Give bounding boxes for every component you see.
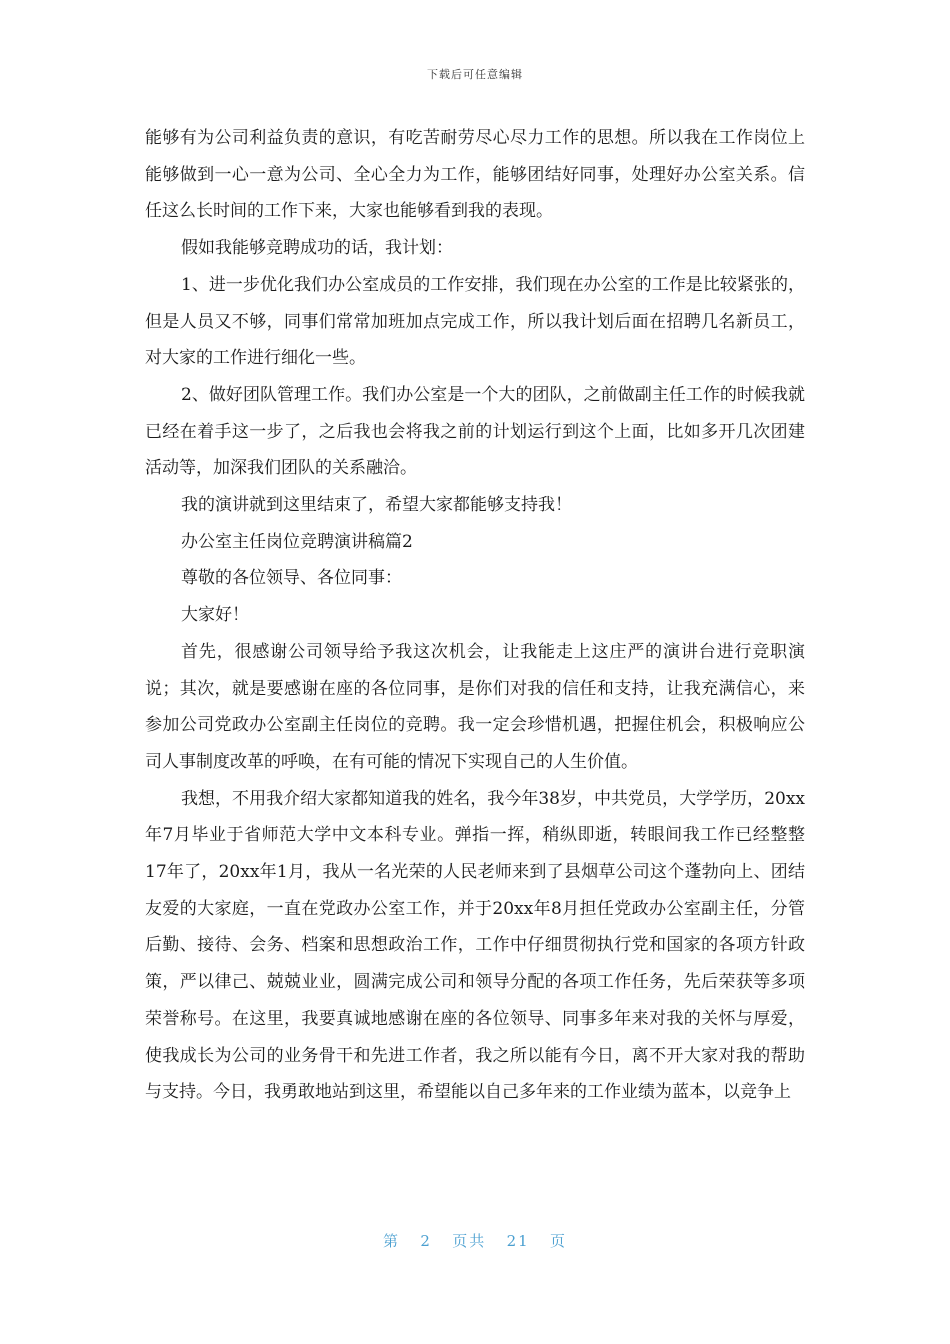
footer-label-post: 页 [550,1232,568,1250]
paragraph-10: 我想，不用我介绍大家都知道我的姓名，我今年38岁，中共党员，大学学历，20xx年7月毕业于省师范大学中文本科专业。弹指一挥，稍纵即逝，转眼间我工作已经整整17年了，20xx年1月，我从一名光荣的人民老师来到了县烟草公司这个蓬勃向上、团结友爱的大家庭，一直在党政办公室工作，并于20xx年8月担任党政办公室副主任，分管后勤、接待、会务、档案和思想政治工作，工作中仔细贯彻执行党和国家的各项方针政策，严以律己、兢兢业业，圆满完成公司和领导分配的各项工作任务，先后荣获等多项荣誉称号。在这里，我要真诚地感谢在座的各位领导、同事多年来对我的关怀与厚爱，使我成长为公司的业务骨干和先进工作者，我之所以能有今日，离不开大家对我的帮助与支持。今日，我勇敢地站到这里，希望能以自己多年来的工作业绩为蓝本，以竞争上 [145,788,805,1103]
footer-label-mid: 页共 [452,1232,487,1250]
footer-total-pages: 21 [506,1232,530,1250]
salutation: 尊敬的各位领导、各位同事： [181,568,402,589]
footer-label-pre: 第 [382,1232,400,1250]
paragraph-4: 2、做好团队管理工作。我们办公室是一个大的团队，之前做副主任工作的时候我就已经在着手这一步了，之后我也会将我之前的计划运行到这个上面，比如多开几次团建活动等，加深我们团队的关系融洽。 [145,384,805,479]
greeting: 大家好！ [181,605,249,626]
paragraph-2: 假如我能够竞聘成功的话，我计划： [181,238,453,259]
document-body [145,120,805,1111]
page-header [0,66,950,82]
page-footer [0,1230,950,1251]
header-text: 下载后可任意编辑 [427,68,523,81]
section-title: 办公室主任岗位竞聘演讲稿篇2 [181,531,413,552]
footer-current-page: 2 [420,1232,432,1250]
paragraph-5: 我的演讲就到这里结束了，希望大家都能够支持我！ [181,495,572,516]
paragraph-3: 1、进一步优化我们办公室成员的工作安排，我们现在办公室的工作是比较紧张的，但是人员又不够，同事们常常加班加点完成工作，所以我计划后面在招聘几名新员工，对大家的工作进行细化一些。 [145,274,805,369]
paragraph-9: 首先，很感谢公司领导给予我这次机会，让我能走上这庄严的演讲台进行竞职演说；其次，就是要感谢在座的各位同事，是你们对我的信任和支持，让我充满信心，来参加公司党政办公室副主任岗位的竞聘。我一定会珍惜机遇，把握住机会，积极响应公司人事制度改革的呼唤，在有可能的情况下实现自己的人生价值。 [145,641,805,772]
paragraph-1: 能够有为公司利益负责的意识，有吃苦耐劳尽心尽力工作的思想。所以我在工作岗位上能够做到一心一意为公司、全心全力为工作，能够团结好同事，处理好办公室关系。信任这么长时间的工作下来，大家也能够看到我的表现。 [145,128,805,222]
